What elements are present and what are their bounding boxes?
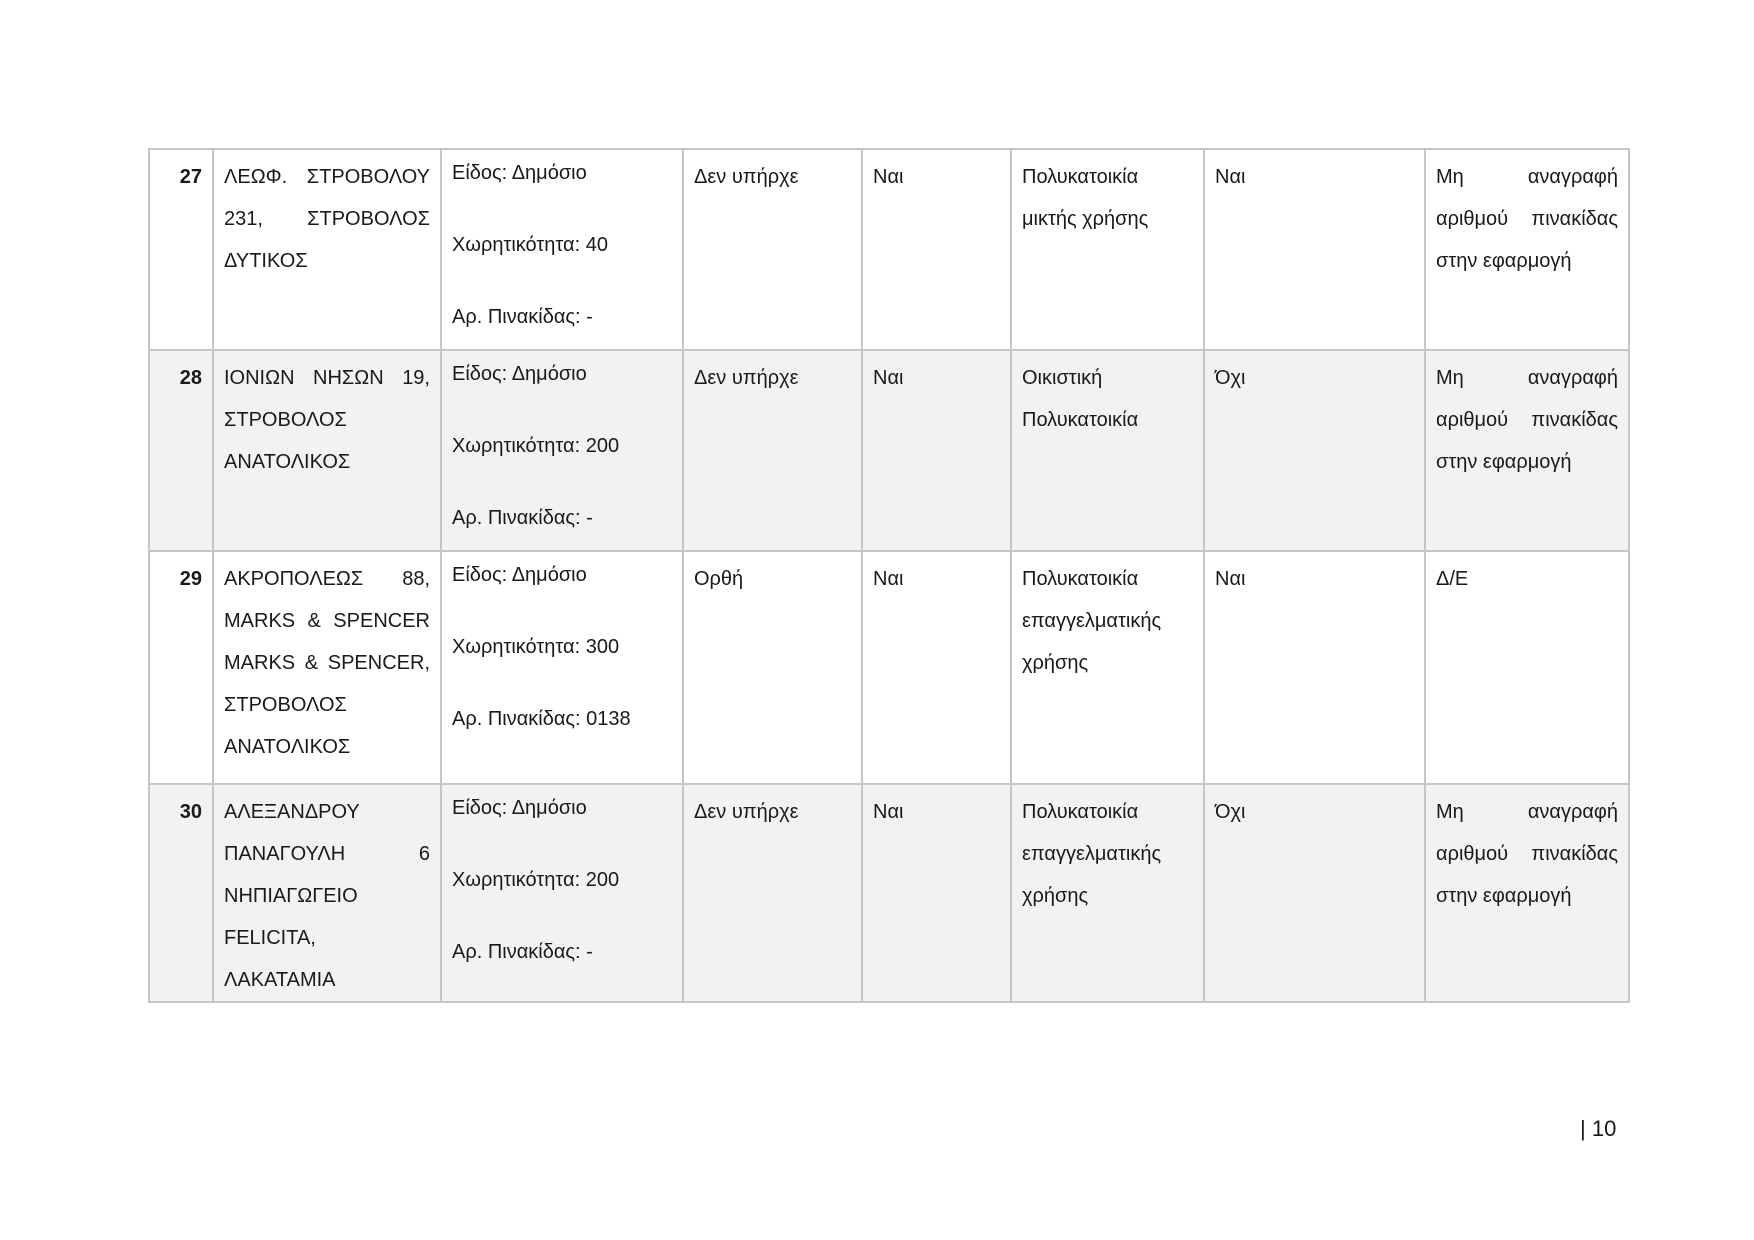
- table-row: [149, 551, 1629, 784]
- row-number: 29: [179, 568, 202, 590]
- availability: Ναι: [873, 166, 904, 188]
- plate-status: Δεν υπήρχε: [694, 166, 799, 188]
- parking-spec-cell: [441, 784, 683, 1002]
- compliance-cell: [1204, 149, 1425, 350]
- remarks-line: Δ/Ε: [1436, 568, 1469, 590]
- address-line: ΑΚΡΟΠΟΛΕΩΣ 88,: [224, 568, 430, 590]
- building-type-line: Οικιστική: [1022, 367, 1103, 389]
- availability-cell: [862, 350, 1011, 551]
- table-row: [149, 350, 1629, 551]
- row-number: 30: [179, 801, 202, 823]
- plate-status-cell: [683, 149, 862, 350]
- plate-status-cell: [683, 551, 862, 784]
- availability-cell: [862, 551, 1011, 784]
- remarks-cell: [1425, 149, 1629, 350]
- parking-capacity: Χωρητικότητα: 300: [452, 636, 620, 658]
- parking-type: Είδος: Δημόσιο: [452, 797, 587, 819]
- compliance-cell: [1204, 350, 1425, 551]
- parking-plate: Αρ. Πινακίδας: -: [452, 306, 593, 328]
- building-type-line: Πολυκατοικία: [1022, 409, 1139, 431]
- parking-spec-cell: [441, 350, 683, 551]
- building-type-line: Πολυκατοικία: [1022, 166, 1139, 188]
- parking-plate: Αρ. Πινακίδας: -: [452, 941, 593, 963]
- plate-status: Ορθή: [694, 568, 744, 590]
- remarks-line: αριθμού πινακίδας: [1436, 409, 1618, 431]
- building-type-line: Πολυκατοικία: [1022, 568, 1139, 590]
- row-number-cell: [149, 350, 213, 551]
- address-cell: [213, 551, 441, 784]
- compliance: Όχι: [1215, 367, 1246, 389]
- table-row: [149, 149, 1629, 350]
- address-line: ΑΛΕΞΑΝΔΡΟΥ: [224, 801, 360, 823]
- address-line: MARKS & SPENCER,: [224, 652, 430, 674]
- remarks-line: αριθμού πινακίδας: [1436, 208, 1618, 230]
- building-type-cell: [1011, 551, 1204, 784]
- building-type-cell: [1011, 784, 1204, 1002]
- address-cell: [213, 149, 441, 350]
- address-cell: [213, 350, 441, 551]
- address-line: ΝΗΠΙΑΓΩΓΕΙΟ: [224, 885, 358, 907]
- remarks-cell: [1425, 551, 1629, 784]
- parking-plate: Αρ. Πινακίδας: 0138: [452, 708, 631, 730]
- address-line: MARKS & SPENCER: [224, 610, 430, 632]
- compliance: Ναι: [1215, 568, 1246, 590]
- availability: Ναι: [873, 367, 904, 389]
- address-line: ΣΤΡΟΒΟΛΟΣ: [224, 409, 347, 431]
- parking-type: Είδος: Δημόσιο: [452, 363, 587, 385]
- address-line: ΛΕΩΦ. ΣΤΡΟΒΟΛΟΥ: [224, 166, 430, 188]
- address-line: ΔΥΤΙΚΟΣ: [224, 250, 308, 272]
- remarks-line: στην εφαρμογή: [1436, 250, 1572, 272]
- address-line: 231, ΣΤΡΟΒΟΛΟΣ: [224, 208, 430, 230]
- availability: Ναι: [873, 568, 904, 590]
- remarks-cell: [1425, 784, 1629, 1002]
- parking-table: [148, 148, 1630, 1003]
- building-type-line: χρήσης: [1022, 885, 1089, 907]
- building-type-line: επαγγελματικής: [1022, 843, 1162, 865]
- plate-status-cell: [683, 350, 862, 551]
- remarks-line: στην εφαρμογή: [1436, 451, 1572, 473]
- building-type-line: μικτής χρήσης: [1022, 208, 1149, 230]
- building-type-cell: [1011, 149, 1204, 350]
- availability-cell: [862, 149, 1011, 350]
- row-number: 27: [179, 166, 202, 188]
- plate-status: Δεν υπήρχε: [694, 801, 799, 823]
- row-number-cell: [149, 551, 213, 784]
- remarks-line: Μη αναγραφή: [1436, 166, 1618, 188]
- building-type-line: Πολυκατοικία: [1022, 801, 1139, 823]
- table-body: [149, 149, 1629, 1002]
- parking-plate: Αρ. Πινακίδας: -: [452, 507, 593, 529]
- building-type-cell: [1011, 350, 1204, 551]
- address-line: FELICITA, ΛΑΚΑΤΑΜΙΑ: [224, 927, 336, 991]
- parking-capacity: Χωρητικότητα: 40: [452, 234, 608, 256]
- parking-type: Είδος: Δημόσιο: [452, 564, 587, 586]
- availability: Ναι: [873, 801, 904, 823]
- parking-spec-cell: [441, 551, 683, 784]
- address-line: ΑΝΑΤΟΛΙΚΟΣ: [224, 451, 351, 473]
- plate-status: Δεν υπήρχε: [694, 367, 799, 389]
- parking-capacity: Χωρητικότητα: 200: [452, 869, 620, 891]
- address-line: ΠΑΝΑΓΟΥΛΗ 6: [224, 843, 430, 865]
- row-number-cell: [149, 149, 213, 350]
- parking-spec-cell: [441, 149, 683, 350]
- address-line: ΣΤΡΟΒΟΛΟΣ: [224, 694, 347, 716]
- compliance-cell: [1204, 784, 1425, 1002]
- building-type-line: επαγγελματικής: [1022, 610, 1162, 632]
- page-number: | 10: [1580, 1116, 1617, 1141]
- row-number-cell: [149, 784, 213, 1002]
- compliance: Ναι: [1215, 166, 1246, 188]
- address-line: ΙΟΝΙΩΝ ΝΗΣΩΝ 19,: [224, 367, 430, 389]
- building-type-line: χρήσης: [1022, 652, 1089, 674]
- plate-status-cell: [683, 784, 862, 1002]
- table-row: [149, 784, 1629, 1002]
- address-cell: [213, 784, 441, 1002]
- address-line: ΑΝΑΤΟΛΙΚΟΣ: [224, 736, 351, 758]
- remarks-cell: [1425, 350, 1629, 551]
- availability-cell: [862, 784, 1011, 1002]
- compliance: Όχι: [1215, 801, 1246, 823]
- remarks-line: αριθμού πινακίδας: [1436, 843, 1618, 865]
- remarks-line: Μη αναγραφή: [1436, 801, 1618, 823]
- parking-capacity: Χωρητικότητα: 200: [452, 435, 620, 457]
- row-number: 28: [179, 367, 202, 389]
- remarks-line: στην εφαρμογή: [1436, 885, 1572, 907]
- parking-type: Είδος: Δημόσιο: [452, 162, 587, 184]
- remarks-line: Μη αναγραφή: [1436, 367, 1618, 389]
- compliance-cell: [1204, 551, 1425, 784]
